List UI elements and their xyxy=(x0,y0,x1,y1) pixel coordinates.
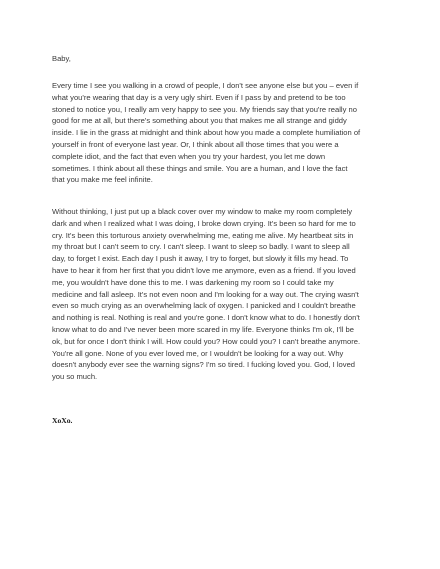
paragraph-line: Without thinking, I just put up a black cover over my window to make my room completely xyxy=(52,207,353,216)
paragraph-line: day, to forget I exist. Each day I push it away, I try to forget, but slowly it fills my head. To xyxy=(52,254,349,264)
paragraph-line: sometimes. I think about all these things and smile. You are a human, and I love the fact xyxy=(52,163,348,173)
paragraph-line: good for me at all, but there's something about you that makes me all strange and giddy xyxy=(52,116,347,126)
paragraph-line: that you make me feel infinite. xyxy=(52,175,153,185)
paragraph-line: complete idiot, and the fact that even when you try your hardest, you let me down xyxy=(52,151,326,161)
paragraph-line: ok, but for once I don't think I will. How could you? How could you? I can't breathe anymore. xyxy=(52,336,361,346)
paragraph-line: me, you wouldn't have done this to me. I was darkening my room so I could take my xyxy=(52,277,334,287)
paragraph-line: even so much crying as an overwhelming lack of oxygen. I panicked and I couldn't breathe xyxy=(52,301,356,311)
paragraph-line: yourself in front of everyone last year. Or, I think about all those times that you were a xyxy=(52,139,339,149)
letter-greeting: Baby, xyxy=(52,54,71,63)
paragraph-line: you so much. xyxy=(52,372,98,382)
paragraph-line: know what to do and I've never been more scared in my life. Everyone thinks I'm ok, I'll be xyxy=(52,324,354,334)
paragraph-line: You're all gone. None of you ever loved me, or I wouldn't be looking for a way out. Why xyxy=(52,348,344,358)
letter-paragraph-1 xyxy=(52,80,392,186)
paragraph-line: what you're wearing that day is a very ugly shirt. Even if I pass by and pretend to be too xyxy=(52,92,346,102)
paragraph-line: my throat but I can't seem to cry. I can't sleep. I want to sleep so badly. I want to sleep all xyxy=(52,242,350,252)
paragraph-line: stoned to notice you, I really am very happy to see you. My friends say that you're really no xyxy=(52,104,357,114)
paragraph-line: inside. I lie in the grass at midnight and think about how you made a complete humiliation of xyxy=(52,128,361,138)
paragraph-line: medicine and fall asleep. It's not even noon and I'm looking for a way out. The crying wasn't xyxy=(52,289,359,299)
paragraph-line: have to hear it from her first that you didn't love me anymore, even as a friend. If you loved xyxy=(52,265,356,275)
letter-signoff: XoXo. xyxy=(52,416,73,425)
paragraph-line: dark and when I realized what I was doing, I broke down crying. It's been so hard for me to xyxy=(52,218,356,228)
paragraph-line: cry. It's been this torturous anxiety overwhelming me, eating me alive. My heartbeat sits in xyxy=(52,230,354,240)
paragraph-line: and nothing is real. Nothing is real and you're gone. I don't know what to do. I honestly don't xyxy=(52,313,360,323)
paragraph-line: doesn't anybody ever see the warning signs? I'm so tired. I fucking loved you. God, I loved xyxy=(52,360,356,370)
paragraph-line: Every time I see you walking in a crowd of people, I don't see anyone else but you – even if xyxy=(52,81,359,90)
letter-paragraph-2 xyxy=(52,206,392,383)
